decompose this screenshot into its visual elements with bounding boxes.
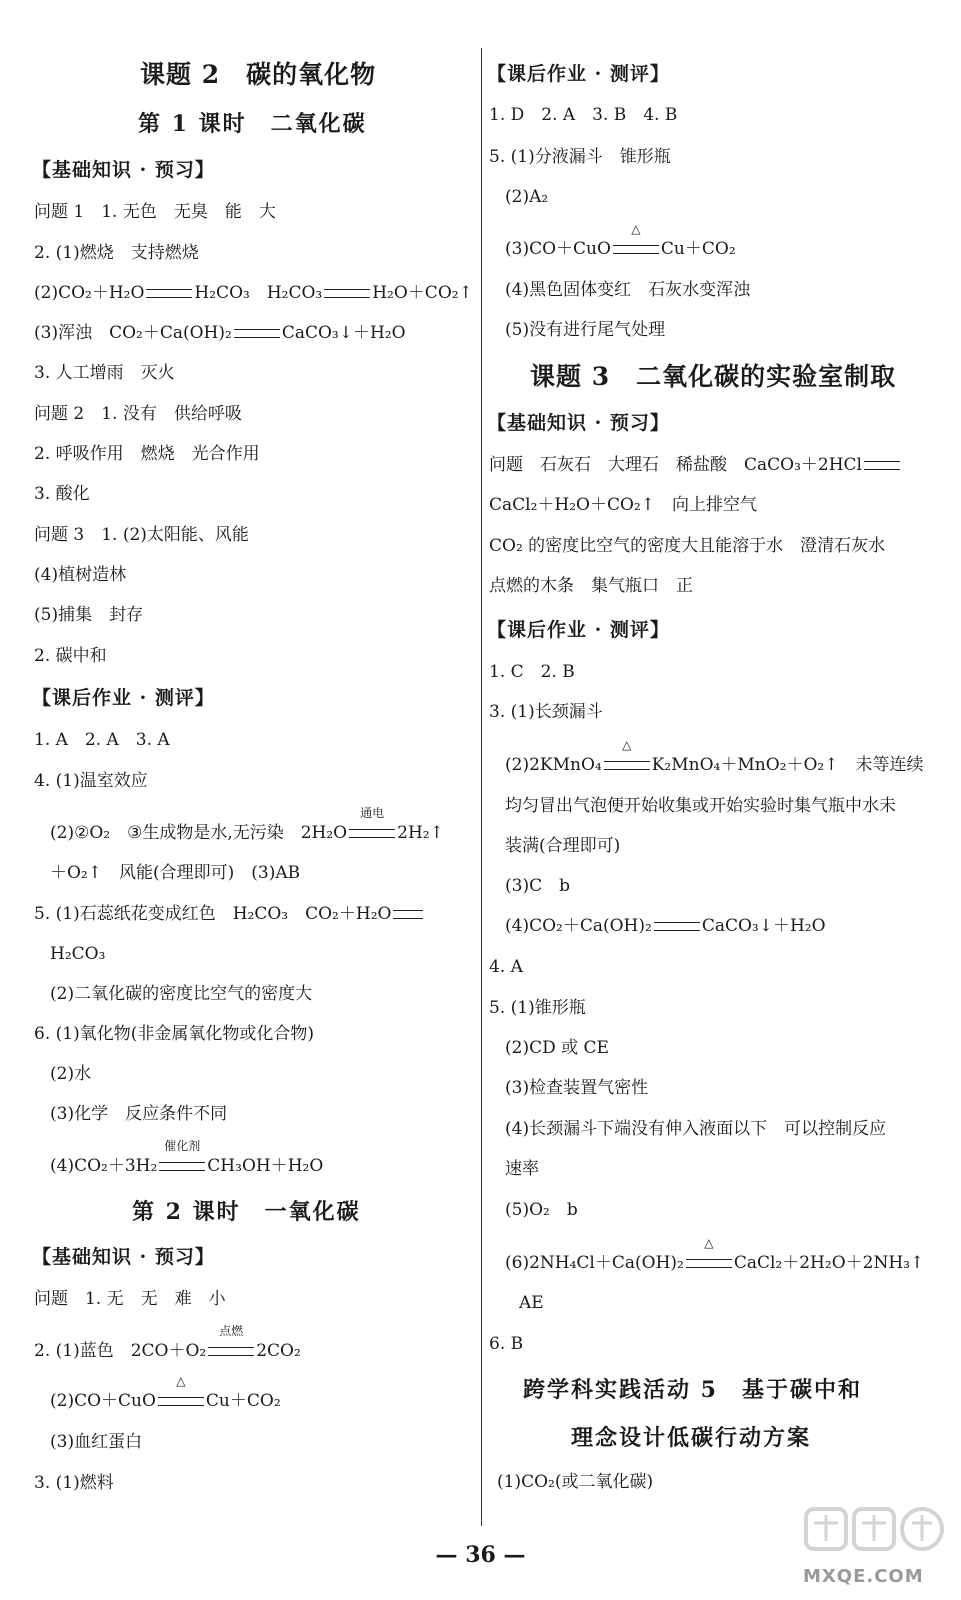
answer-line: 1. D 2. A 3. B 4. B (489, 105, 678, 125)
equation-right: CaCO₃↓＋H₂O (281, 323, 406, 343)
equation-right: Cu＋CO₂ (205, 1391, 281, 1411)
answer-line: (4)植树造林 (34, 565, 127, 585)
answer-line: 均匀冒出气泡便开始收集或开始实验时集气瓶中水未 (505, 796, 896, 816)
answer-line: 问题 1 1. 无色 无臭 能 大 (34, 202, 276, 222)
equals-sign (864, 461, 900, 470)
equation-line (505, 222, 736, 260)
answer-line: 问题 2 1. 没有 供给呼吸 (34, 404, 242, 424)
equation-right: Cu＋CO₂ (660, 239, 736, 259)
reaction-condition: △ (622, 738, 632, 752)
answer-line: (5)捕集 封存 (34, 605, 144, 625)
equation-left: (2)②O₂ ③生成物是水,无污染 2H₂O (50, 823, 348, 843)
answer-line: 2. 呼吸作用 燃烧 光合作用 (34, 444, 260, 464)
lesson-1-title: 第 1 课时 二氧化碳 (138, 111, 367, 137)
condition-equals (156, 1374, 206, 1412)
basic-knowledge-heading: 【基础知识 · 预习】 (487, 412, 670, 434)
equals-sign (604, 761, 650, 770)
answer-line: ＋O₂↑ 风能(合理即可) (3)AB (50, 863, 301, 883)
equation-line (34, 322, 406, 344)
answer-line: (1)CO₂(或二氧化碳) (497, 1472, 654, 1492)
equation-left: (2)CO₂＋H₂O (34, 283, 145, 303)
answer-line: (4)长颈漏斗下端没有伸入液面以下 可以控制反应 (505, 1119, 887, 1139)
answer-line: 3. 酸化 (34, 484, 90, 504)
equation-left: 问题 石灰石 大理石 稀盐酸 CaCO₃＋2HCl (489, 455, 862, 475)
reaction-condition: 催化剂 (164, 1139, 201, 1153)
equation-left: (4)CO₂＋Ca(OH)₂ (505, 916, 652, 936)
answer-line: H₂CO₃ (50, 944, 106, 964)
answer-line: (3)检查装置气密性 (505, 1078, 649, 1098)
section-title-2: 课题 2 碳的氧化物 (140, 60, 377, 89)
answer-line: 3. (1)长颈漏斗 (489, 702, 603, 722)
answer-line: (2)水 (50, 1064, 92, 1084)
answer-line: 1. A 2. A 3. A (34, 730, 170, 750)
after-class-heading: 【课后作业 · 测评】 (487, 619, 670, 641)
answer-line: (4)黑色固体变红 石灰水变浑浊 (505, 280, 751, 300)
reaction-condition: △ (631, 222, 641, 236)
answer-line: (3)血红蛋白 (50, 1432, 143, 1452)
answer-line: 问题 1. 无 无 难 小 (34, 1289, 226, 1309)
basic-knowledge-heading: 【基础知识 · 预习】 (32, 1246, 215, 1268)
after-class-heading: 【课后作业 · 测评】 (487, 63, 670, 85)
equation-left: (6)2NH₄Cl＋Ca(OH)₂ (505, 1253, 684, 1273)
equation-left: (3)浑浊 CO₂＋Ca(OH)₂ (34, 323, 232, 343)
answer-line: 3. (1)燃料 (34, 1473, 114, 1493)
equation-line (505, 738, 924, 776)
equation-line (34, 282, 473, 304)
answer-line: 2. 碳中和 (34, 646, 107, 666)
answer-line: (5)O₂ b (505, 1200, 578, 1220)
answer-line: 4. A (489, 957, 523, 977)
equals-sign (613, 245, 659, 254)
equals-sign (208, 1347, 254, 1356)
equation-line (34, 1324, 301, 1362)
equation-line (50, 1139, 324, 1177)
equation-left: 5. (1)石蕊纸花变成红色 H₂CO₃ CO₂＋H₂O (34, 904, 392, 924)
equation-right: CH₃OH＋H₂O (207, 1156, 324, 1176)
equation-right: 2CO₂ (256, 1341, 301, 1361)
reaction-condition: △ (704, 1236, 714, 1250)
equation-right: 2H₂↑ (397, 823, 444, 843)
equals-sign (324, 289, 370, 298)
equation-line (50, 806, 444, 844)
answer-line: CO₂ 的密度比空气的密度大且能溶于水 澄清石灰水 (489, 536, 886, 556)
equation-right: CaCO₃↓＋H₂O (701, 916, 826, 936)
answer-line: (2)A₂ (505, 187, 549, 207)
condition-equals (684, 1236, 734, 1274)
answer-line: 4. (1)温室效应 (34, 771, 148, 791)
equation-right: CaCl₂＋2H₂O＋2NH₃↑ (733, 1253, 925, 1273)
lesson-2-title: 第 2 课时 一氧化碳 (132, 1199, 361, 1225)
equation-mid: H₂CO₃ H₂CO₃ (194, 283, 323, 303)
equation-left: (3)CO＋CuO (505, 239, 611, 259)
equals-sign (146, 289, 192, 298)
equation-right: K₂MnO₄＋MnO₂＋O₂↑ 未等连续 (651, 755, 924, 775)
watermark-text: MXQE.COM (803, 1566, 924, 1587)
reaction-condition: 通电 (360, 806, 385, 820)
answer-line: 点燃的木条 集气瓶口 正 (489, 576, 693, 596)
answer-line: (5)没有进行尾气处理 (505, 320, 666, 340)
condition-equals (347, 806, 397, 844)
answer-line: 5. (1)分液漏斗 锥形瓶 (489, 147, 671, 167)
equation-left: (4)CO₂＋3H₂ (50, 1156, 158, 1176)
equation-left: (2)2KMnO₄ (505, 755, 602, 775)
equation-line (34, 903, 425, 925)
section-title-3: 课题 3 二氧化碳的实验室制取 (530, 362, 897, 391)
activity-title-line-2: 理念设计低碳行动方案 (571, 1425, 812, 1451)
condition-equals (611, 222, 661, 260)
equals-sign (393, 910, 423, 919)
after-class-heading: 【课后作业 · 测评】 (32, 687, 215, 709)
equals-sign (158, 1397, 204, 1406)
equation-left: (2)CO＋CuO (50, 1391, 156, 1411)
answer-line: AE (519, 1293, 544, 1313)
answer-line: (2)二氧化碳的密度比空气的密度大 (50, 984, 313, 1004)
page-number: — 36 — (435, 1542, 526, 1568)
condition-equals (206, 1324, 256, 1362)
reaction-condition: 点燃 (219, 1324, 244, 1338)
column-divider (481, 48, 482, 1526)
equals-sign (349, 829, 395, 838)
answer-line: CaCl₂＋H₂O＋CO₂↑ 向上排空气 (489, 495, 757, 515)
answer-line: 1. C 2. B (489, 662, 575, 682)
equals-sign (234, 329, 280, 338)
condition-equals (602, 738, 652, 776)
answer-line: (2)CD 或 CE (505, 1038, 609, 1058)
equals-sign (654, 922, 700, 931)
equation-line (489, 454, 902, 476)
basic-knowledge-heading: 【基础知识 · 预习】 (32, 159, 215, 181)
answer-line: 速率 (505, 1159, 539, 1179)
equation-line (505, 915, 826, 937)
answer-line: 装满(合理即可) (505, 836, 621, 856)
answer-line: 问题 3 1. (2)太阳能、风能 (34, 525, 249, 545)
equals-sign (686, 1259, 732, 1268)
condition-equals (157, 1139, 207, 1177)
equation-line (505, 1236, 925, 1274)
equation-left: 2. (1)蓝色 2CO＋O₂ (34, 1341, 207, 1361)
answer-line: 3. 人工增雨 灭火 (34, 363, 175, 383)
equation-right: H₂O＋CO₂↑ (372, 283, 473, 303)
activity-title-line-1: 跨学科实践活动 5 基于碳中和 (523, 1377, 862, 1403)
equals-sign (159, 1162, 205, 1171)
answer-line: 2. (1)燃烧 支持燃烧 (34, 243, 199, 263)
answer-line: 6. (1)氧化物(非金属氧化物或化合物) (34, 1024, 314, 1044)
equation-line (50, 1374, 281, 1412)
answer-line: (3)C b (505, 876, 570, 896)
answer-line: (3)化学 反应条件不同 (50, 1104, 228, 1124)
reaction-condition: △ (176, 1374, 186, 1388)
answer-line: 6. B (489, 1334, 524, 1354)
answer-line: 5. (1)锥形瓶 (489, 998, 586, 1018)
